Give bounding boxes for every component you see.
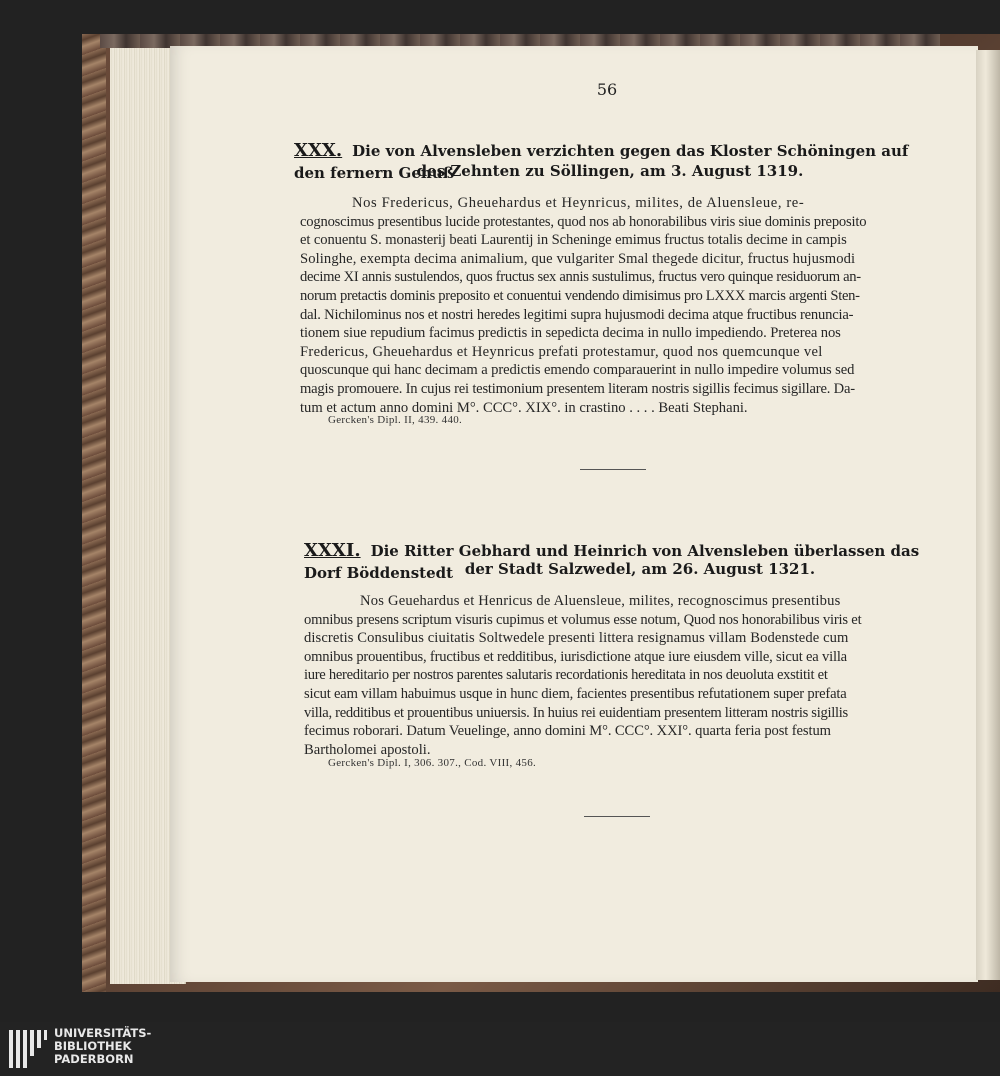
doc30-line: tionem siue repudium facimus predictis in sepedicta decima in nullo impediendo. Preterea nos [300, 325, 841, 342]
doc31-line: fecimus roborari. Datum Veuelinge, anno domini M°. CCC°. XXI°. quarta feria post festum [304, 723, 831, 740]
doc31-line: Bartholomei apostoli. [304, 741, 431, 758]
doc31-source: Gercken's Dipl. I, 306. 307., Cod. VIII, 456. [328, 757, 537, 769]
doc30-line: magis promouere. In cujus rei testimonium presentem literam nostris sigillis fecimus sigillare. Da- [300, 380, 855, 397]
library-name-line3: PADERBORN [54, 1052, 134, 1066]
doc30-title-line2: des Zehnten zu Söllingen, am 3. August 1319. [416, 162, 804, 180]
doc30-line: dal. Nichilominus nos et nostri heredes legitimi supra hujusmodi decima atque fructibus renuncia- [300, 306, 854, 323]
doc31-line: discretis Consulibus ciuitatis Soltwedele presenti littera resignamus villam Bodenstede cum [304, 630, 849, 647]
doc31-line: omnibus prouentibus, fructibus et redditibus, iurisdictione atque iure eiusdem ville, sicut ea villa [304, 648, 847, 665]
doc31-line: villa, redditibus et prouentibus uniuersis. In huius rei euidentiam presentem litteram nostris sigillis [304, 704, 848, 721]
page-number: 56 [596, 80, 618, 99]
doc30-line: Solinghe, exempta decima animalium, que vulgariter Smal thegede dicitur, fructus hujusmodi [300, 250, 856, 267]
doc30-line: et conuentu S. monasterij beati Laurentij in Scheninge emimus fructus totalis decime in campis [300, 232, 847, 249]
doc31-number: XXXI. [304, 540, 361, 561]
doc31-line: Nos Geuehardus et Henricus de Aluensleue, milites, recognoscimus presentibus [360, 593, 841, 609]
book-spine [82, 34, 106, 992]
library-name-line2: BIBLIOTHEK [54, 1039, 132, 1053]
doc30-title-line1: Die von Alvensleben verzichten gegen das Kloster Schöningen auf den fernern Genuß [294, 142, 909, 182]
doc31-line: omnibus presens scriptum visuris cupimus et volumus esse notum, Quod nos honorabilibus viris et [304, 611, 862, 628]
doc31-body [304, 592, 930, 759]
doc30-source: Gercken's Dipl. II, 439. 440. [328, 414, 463, 426]
doc30-line: tum et actum anno domini M°. CCC°. XIX°. in crastino . . . . Beati Stephani. [300, 399, 748, 416]
library-name [54, 1027, 151, 1066]
doc30-line: decime XI annis sustulendos, quos fructus sex annis sustulimus, fructus vero quinque residuorum an- [300, 269, 861, 286]
doc30-line: norum pretactis dominis preposito et conuentui vendendo dimisimus pro LXXX marcis argenti Sten- [300, 287, 860, 304]
doc30-line: Fredericus, Gheuehardus et Heynricus prefati protestamur, quod nos quemcunque vel [300, 343, 823, 360]
library-name-line1: UNIVERSITÄTS- [54, 1026, 152, 1040]
doc31-title-line2: der Stadt Salzwedel, am 26. August 1321. [464, 560, 816, 578]
section-divider [580, 469, 646, 470]
doc30-number: XXX. [294, 140, 343, 161]
next-page-edge [976, 50, 1000, 980]
book-page [170, 46, 978, 982]
doc31-title-line1: Die Ritter Gebhard und Heinrich von Alvensleben überlassen das Dorf Böddenstedt [304, 542, 920, 582]
university-library-logo-icon [8, 1028, 48, 1072]
doc30-body [300, 194, 928, 417]
doc31-line: iure hereditario per nostros parentes salutaris recordationis hereditata in nos deuoluta exstitit et [304, 667, 828, 684]
section-divider [584, 816, 650, 817]
doc30-line: cognoscimus presentibus lucide protestantes, quod nos ab honorabilibus viris siue dominis preposito [300, 213, 867, 230]
doc30-line: Nos Fredericus, Gheuehardus et Heynricus, milites, de Aluensleue, re- [352, 195, 805, 211]
doc30-line: quoscunque qui hanc decimam a predictis emendo comparauerint in nullo impedire volumus sed [300, 362, 855, 379]
doc31-line: sicut eam villam habuimus usque in hunc diem, facientes presentibus refutationem super prefata [304, 685, 847, 702]
